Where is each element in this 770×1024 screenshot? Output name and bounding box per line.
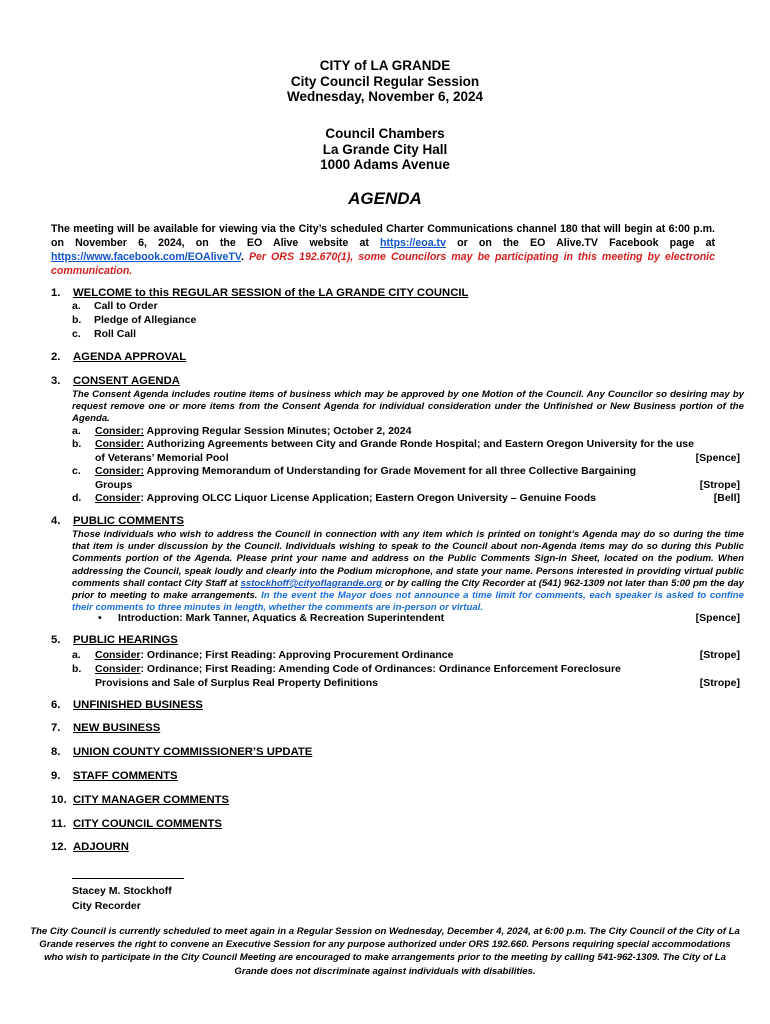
signature-line <box>72 878 184 879</box>
bullet-icon: • <box>98 612 102 624</box>
consider-label: Consider <box>95 663 141 675</box>
welcome-item <box>72 328 136 342</box>
section-number: 6. <box>51 699 61 711</box>
section-number: 9. <box>51 770 61 782</box>
location-room: Council Chambers <box>325 126 445 141</box>
item-letter: a. <box>72 300 81 312</box>
consider-label: Consider: <box>95 438 145 450</box>
section-number: 12. <box>51 841 67 853</box>
header-block <box>0 58 770 105</box>
public-comments-description <box>72 529 744 614</box>
item-letter: b. <box>72 663 82 675</box>
section-number: 7. <box>51 722 61 734</box>
consider-label: Consider: <box>95 465 145 477</box>
presenter-name: [Spence] <box>695 451 740 464</box>
eoa-link[interactable]: https://eoa.tv <box>380 237 446 249</box>
section-title: UNFINISHED BUSINESS <box>73 699 203 711</box>
item-letter: b. <box>72 438 82 450</box>
presenter-name: [Bell] <box>713 492 740 504</box>
item-letter: c. <box>72 465 81 477</box>
item-description: : Ordinance; First Reading: Amending Code of Ordinances: Ordinance Enforcement Foreclosure Provisions and Sale of Surplus Real Property Definitions <box>95 663 621 689</box>
welcome-item <box>72 300 158 314</box>
item-description: Approving Memorandum of Understanding for Grade Movement for all three Collective Bargaining Groups <box>95 465 637 491</box>
item-letter: c. <box>72 328 81 340</box>
item-letter: d. <box>72 492 82 504</box>
comments-text: Those individuals who wish to address the Council in connection with any item which is printed on tonight’s Agenda may do so during the time that item is under discussion by the Council. Individuals wishing to speak to the Council about non-Agenda items may do so during this Public Comments portion of the Agenda. Please print your name and address on the Public Comments Sign-in Sheet, located on the podium. When addressing the Council, speak loudly and clearly into the Podium microphone, and state your name. Persons interested in providing virtual public comments shall contact City Staff at <box>72 529 744 589</box>
intro-paragraph <box>51 222 715 278</box>
section-number: 5. <box>51 634 61 646</box>
location-address: 1000 Adams Avenue <box>320 157 450 172</box>
signature-title: City Recorder <box>72 900 141 912</box>
item-letter: b. <box>72 314 82 326</box>
section-number: 10. <box>51 794 67 806</box>
section-number: 1. <box>51 287 61 299</box>
electronic-participation-note: Per ORS 192.670(1), some Councilors may be participating in this meeting by electronic communication. <box>51 251 715 277</box>
section-number: 8. <box>51 746 61 758</box>
section-title: WELCOME to this REGULAR SESSION of the LA GRANDE CITY COUNCIL <box>73 287 469 299</box>
section-title: AGENDA APPROVAL <box>73 351 187 363</box>
section-title: CITY MANAGER COMMENTS <box>73 794 230 806</box>
item-text <box>95 492 695 506</box>
section-title: ADJOURN <box>73 841 129 853</box>
item-description: : Approving OLCC Liquor License Application; Eastern Oregon University – Genuine Foods <box>140 492 596 504</box>
location-block <box>0 126 770 173</box>
item-text <box>95 438 695 466</box>
facebook-link[interactable]: https://www.facebook.com/EOAliveTV <box>51 251 241 263</box>
section-number: 2. <box>51 351 61 363</box>
item-text: Call to Order <box>94 300 158 312</box>
consent-description: The Consent Agenda includes routine items of business which may be approved by one Motion of the Council. Any Councilor so desiring may by request remove one or more items from the Consent Agenda for individual consideration under the Unfinished or New Business portion of the Agenda. <box>72 389 744 425</box>
time-limit-note: In the event the Mayor does not announce a time limit for comments, each speaker is asked to confine their comments to three minutes in length, whether the comments are in-person or virtual. <box>72 590 744 614</box>
section-title: CITY COUNCIL COMMENTS <box>73 818 222 830</box>
section-title: CONSENT AGENDA <box>73 375 180 387</box>
session-name: City Council Regular Session <box>290 73 480 89</box>
presenter-name: [Strope] <box>699 649 740 661</box>
item-text: Pledge of Allegiance <box>94 314 197 326</box>
comments-text-2: or by calling the City Recorder at (541) 962-1309 not later than 5:00 pm the day prior to meeting to make arrangements. <box>72 577 744 602</box>
section-number: 4. <box>51 515 61 527</box>
presenter-name: [Strope] <box>699 478 740 491</box>
recorder-email-link[interactable]: sstockhoff@cityoflagrande.org <box>240 577 382 589</box>
item-text <box>95 425 655 439</box>
item-description: Approving Regular Session Minutes; October 2, 2024 <box>144 425 412 437</box>
agenda-title: AGENDA <box>348 189 422 208</box>
section-number: 3. <box>51 375 61 387</box>
consider-label: Consider <box>95 649 141 661</box>
item-text: Roll Call <box>94 328 137 340</box>
item-text <box>95 649 655 663</box>
location-building: La Grande City Hall <box>322 141 448 157</box>
section-title: PUBLIC HEARINGS <box>73 634 178 646</box>
consider-label: Consider <box>95 492 141 504</box>
item-letter: a. <box>72 649 81 661</box>
presenter-name: [Strope] <box>699 676 740 689</box>
section-number: 11. <box>51 818 67 830</box>
item-description: : Ordinance; First Reading: Approving Procurement Ordinance <box>140 649 454 661</box>
item-text: Introduction: Mark Tanner, Aquatics & Recreation Superintendent <box>118 612 445 624</box>
item-letter: a. <box>72 425 81 437</box>
welcome-item <box>72 314 196 328</box>
intro-text-2: or on the EO Alive.TV Facebook page at <box>445 237 715 249</box>
footer-note: The City Council is currently scheduled to meet again in a Regular Session on Wednesday, December 4, 2024, at 6:00 p.m. The City Council of the City of La Grande reserves the right to convene an Executive Session for any purpose authorized under ORS 192.660. Persons requiring special accommodations who wish to participate in the City Council Meeting are encouraged to make arrangements prior to the meeting by calling 541-962-1309. The City of La Grande does not discriminate against individuals with disabilities. <box>30 926 740 977</box>
section-title: PUBLIC COMMENTS <box>73 515 185 527</box>
meeting-date: Wednesday, November 6, 2024 <box>286 89 484 104</box>
city-name: CITY of LA GRANDE <box>319 58 451 73</box>
item-description: Authorizing Agreements between City and Grande Ronde Hospital; and Eastern Oregon University for the use of Veterans’ Memorial Pool <box>95 438 694 464</box>
section-title: STAFF COMMENTS <box>73 770 178 782</box>
section-title: NEW BUSINESS <box>73 722 161 734</box>
section-title: UNION COUNTY COMMISSIONER’S UPDATE <box>73 746 313 758</box>
item-text <box>95 465 655 493</box>
intro-text: The meeting will be available for viewing via the City’s scheduled Charter Communications channel 180 that will begin at 6:00 p.m. on November 6, 2024, on the EO Alive website at <box>51 223 715 249</box>
intro-text-3: . <box>240 251 249 263</box>
consider-label: Consider: <box>95 425 145 437</box>
item-text <box>95 663 675 691</box>
signature-name: Stacey M. Stockhoff <box>72 885 172 897</box>
presenter-name: [Spence] <box>695 612 740 624</box>
